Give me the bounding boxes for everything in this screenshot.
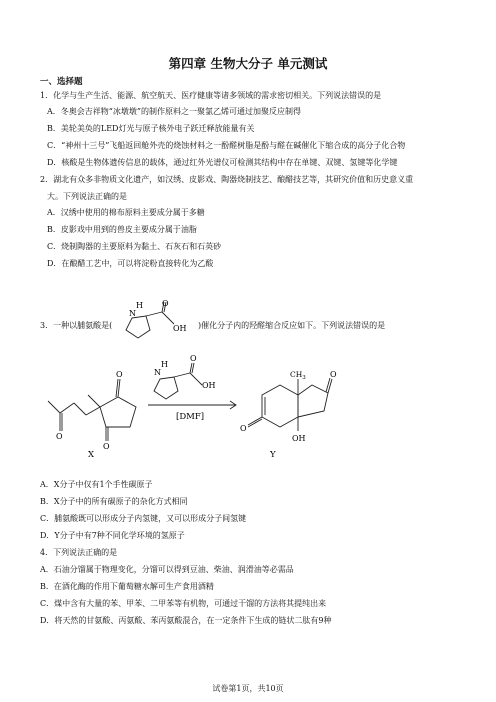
y-o-enone-label: O	[240, 424, 247, 433]
catalyst-oh-label: OH	[202, 381, 216, 390]
q2-option-d: D．在酿醋工艺中，可以将淀粉直接转化为乙酸	[47, 259, 214, 268]
reaction-scheme	[40, 355, 370, 463]
proline-oh-label: OH	[173, 324, 187, 333]
q1-option-d: D．核酸是生物体遗传信息的载体，通过红外光谱仪可检测其结构中存在单键、双键、氢键等化学键	[47, 158, 398, 167]
q4-option-c: C．煤中含有大量的苯、甲苯、二甲苯等有机物，可通过干馏的方法将其提纯出来	[40, 599, 327, 608]
q1-option-a: A．冬奥会吉祥物“冰墩墩”的制作原料之一聚氯乙烯可通过加聚反应制得	[47, 107, 301, 116]
y-o-ketone-label: O	[330, 370, 337, 379]
proline-structure-inline	[120, 298, 192, 346]
catalyst-o-label: O	[190, 355, 197, 363]
y-ch3-label: $CH_3$	[290, 370, 306, 381]
q3-option-d: D．Y分子中有7种不同化学环境的氢原子	[40, 531, 185, 540]
compound-y-label: Y	[270, 450, 276, 460]
proline-h-label: H	[136, 301, 143, 310]
q1-option-b: B．美轮美奂的LED灯光与原子核外电子跃迁释放能量有关	[47, 124, 255, 133]
q2-stem-cont: 大。下列说法正确的是	[47, 192, 127, 201]
q3-stem-end: )催化分子内的羟醛缩合反应如下。下列说法错误的是	[198, 321, 386, 330]
q3-option-c: C．脯氨酸既可以形成分子内氢键，又可以形成分子间氢键	[40, 514, 247, 523]
q2-option-a: A．汉绣中使用的棉布原料主要成分属于多糖	[47, 208, 205, 217]
x-o-left-label: O	[56, 432, 63, 441]
q4-option-b: B．在酒化酶的作用下葡萄糖水解可生产食用酒精	[40, 582, 214, 591]
catalyst-n-label: N	[154, 368, 161, 377]
q3-option-a: A．X分子中仅有1个手性碳原子	[40, 480, 153, 489]
page-footer: 试卷第1页，共10页	[212, 684, 284, 693]
proline-n-label: N	[129, 309, 136, 318]
y-oh-label: OH	[292, 434, 306, 443]
q2-stem: 2．湖北有众多非物质文化遗产，如汉绣、皮影戏、陶器烧制技艺、酿醋技艺等，其研究价值和历史意义重	[40, 175, 414, 184]
q4-stem: 4．下列说法正确的是	[40, 548, 118, 557]
reagent-label: [DMF]	[176, 412, 205, 422]
q4-option-a: A．石油分馏属于物理变化，分馏可以得到豆油、柴油、润滑油等必需品	[40, 565, 294, 574]
catalyst-h-label: H	[161, 360, 168, 369]
q1-stem: 1．化学与生产生活、能源、航空航天、医疗健康等诸多领域的需求密切相关。下列说法错误的是	[40, 91, 382, 100]
q3-stem-start: 3．一种以脯氨酸是(	[40, 321, 113, 330]
q4-option-d: D．将天然的甘氨酸、丙氨酸、苯丙氨酸混合，在一定条件下生成的链状二肽有9种	[40, 616, 332, 625]
q2-option-c: C．烧制陶器的主要原料为黏土、石灰石和石英砂	[47, 242, 222, 251]
compound-x-label: X	[88, 450, 95, 460]
q3-option-b: B．X分子中的所有碳原子的杂化方式相同	[40, 497, 188, 506]
q1-option-c: C．“神州十三号”飞船返回舱外壳的烧蚀材料之一酚醛树脂是酚与醛在碱催化下缩合成的高分子化合物	[47, 141, 406, 150]
page-title: 第四章 生物大分子 单元测试	[168, 56, 328, 71]
proline-o-label: O	[162, 299, 169, 308]
q2-option-b: B．皮影戏中用到的兽皮主要成分属于油脂	[47, 225, 197, 234]
x-o-top-label: O	[116, 370, 123, 379]
x-o-bottom-label: O	[103, 442, 110, 451]
section-heading: 一、选择题	[40, 77, 83, 87]
